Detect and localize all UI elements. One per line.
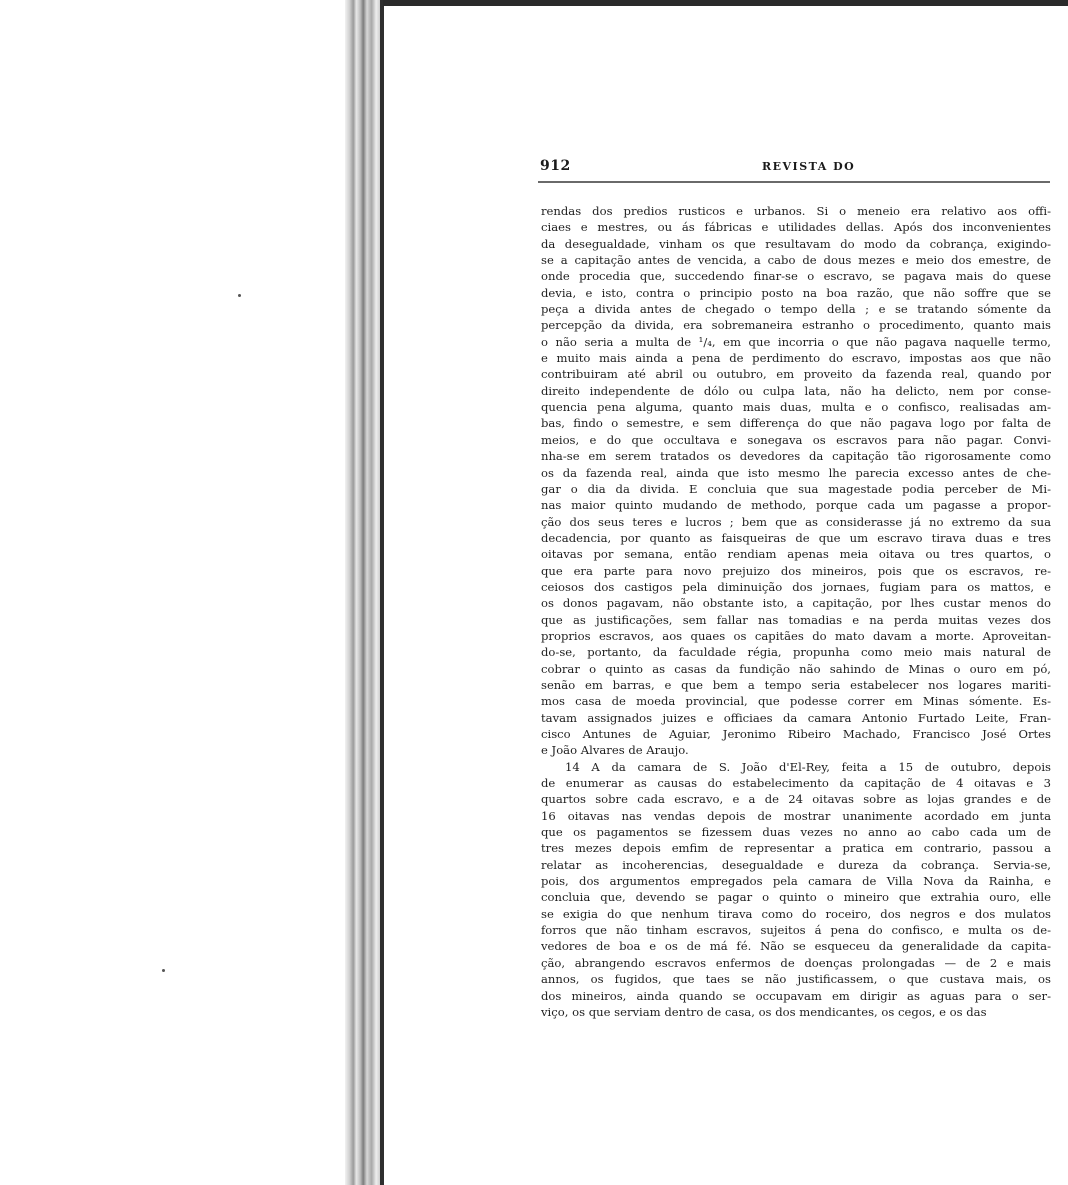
text-line: ção dos seus teres e lucros ; bem que as considerasse já no extremo da sua xyxy=(541,514,1051,529)
text-line: peça a divida antes de chegado o tempo della ; e se tratando sómente da xyxy=(541,302,1051,317)
text-line: proprios escravos, aos quaes os capitães do mato davam a morte. Aproveitan- xyxy=(541,628,1051,643)
text-line: nha-se em serem tratados os devedores da capitação tão rigorosamente como xyxy=(541,449,1051,464)
text-line: que era parte para novo prejuizo dos mineiros, pois que os escravos, re- xyxy=(541,563,1051,578)
page-number: 912 xyxy=(540,158,571,174)
text-line: cisco Antunes de Aguiar, Jeronimo Ribeiro Machado, Francisco José Ortes xyxy=(541,727,1051,741)
text-line: relatar as incoherencias, desegualdade e dureza da cobrança. Servia-se, xyxy=(541,857,1051,872)
text-line: 14 A da camara de S. João d'El-Rey, feita a 15 de outubro, depois xyxy=(565,759,1051,774)
text-line: os donos pagavam, não obstante isto, a capitação, por lhes custar menos do xyxy=(541,596,1051,611)
text-line: concluia que, devendo se pagar o quinto o mineiro que extrahia ouro, elle xyxy=(541,890,1051,905)
scan-speck xyxy=(162,969,165,972)
text-line: ção, abrangendo escravos enfermos de doenças prolongadas — de 2 e mais xyxy=(541,955,1051,970)
text-line: se a capitação antes de vencida, a cabo de dous mezes e meio dos emestre, de xyxy=(541,253,1051,268)
text-line: 16 oitavas nas vendas depois de mostrar unanimente acordado em junta xyxy=(541,808,1051,823)
text-line: quencia pena alguma, quanto mais duas, multa e o confisco, realisadas am- xyxy=(541,400,1051,415)
header-rule xyxy=(538,181,1050,183)
text-line: bas, findo o semestre, e sem differença do que não pagava logo por falta de xyxy=(541,416,1051,431)
scan-speck xyxy=(238,294,241,297)
text-line: dos mineiros, ainda quando se occupavam em dirigir as aguas para o ser- xyxy=(541,988,1051,1003)
running-head: REVISTA DO xyxy=(762,160,856,173)
text-line: o não seria a multa de ¹/₄, em que incorria o que não pagava naquelle termo, xyxy=(541,334,1051,349)
text-line: cobrar o quinto as casas da fundição não sahindo de Minas o ouro em pó, xyxy=(541,661,1051,676)
text-line: nas maior quinto mudando de methodo, porque cada um pagasse a propor- xyxy=(541,498,1051,513)
text-line: percepção da divida, era sobremaneira estranho o procedimento, quanto mais xyxy=(541,318,1051,333)
book-gutter xyxy=(345,0,383,1185)
text-line: onde procedia que, succedendo finar-se o escravo, se pagava mais do quese xyxy=(541,269,1051,284)
text-line: forros que não tinham escravos, sujeitos á pena do confisco, e multa os de- xyxy=(541,923,1051,938)
text-line: vedores de boa e os de má fé. Não se esqueceu da generalidade da capita- xyxy=(541,939,1051,954)
text-line: rendas dos predios rusticos e urbanos. Si o meneio era relativo aos offi- xyxy=(541,204,1051,218)
paragraph xyxy=(541,203,1051,759)
body-text xyxy=(541,203,1051,1020)
text-line: e muito mais ainda a pena de perdimento do escravo, impostas aos que não xyxy=(541,351,1051,366)
text-line: decadencia, por quanto as faisqueiras de que um escravo tirava duas e tres xyxy=(541,530,1051,545)
text-line: do-se, portanto, da faculdade régia, propunha como meio mais natural de xyxy=(541,645,1051,660)
text-line: se exigia do que nenhum tirava como do roceiro, dos negros e dos mulatos xyxy=(541,906,1051,921)
text-line: contribuiram até abril ou outubro, em proveito da fazenda real, quando por xyxy=(541,367,1051,382)
text-line: direito independente de dólo ou culpa lata, não ha delicto, nem por conse- xyxy=(541,383,1051,398)
text-line: oitavas por semana, então rendiam apenas meia oitava ou tres quartos, o xyxy=(541,547,1051,562)
text-line: ceiosos dos castigos pela diminuição dos jornaes, fugiam para os mattos, e xyxy=(541,579,1051,594)
text-line: annos, os fugidos, que taes se não justificassem, o que custava mais, os xyxy=(541,972,1051,987)
text-line: os da fazenda real, ainda que isto mesmo lhe parecia excesso antes de che- xyxy=(541,465,1051,480)
text-line: mos casa de moeda provincial, que podesse correr em Minas sómente. Es- xyxy=(541,694,1051,709)
paragraph xyxy=(541,759,1051,1021)
text-line: que os pagamentos se fizessem duas vezes no anno ao cabo cada um de xyxy=(541,825,1051,840)
text-line: gar o dia da divida. E concluia que sua magestade podia perceber de Mi- xyxy=(541,481,1051,496)
text-line: ciaes e mestres, ou ás fábricas e utilidades dellas. Após dos inconvenientes xyxy=(541,220,1051,235)
text-line: viço, os que serviam dentro de casa, os dos mendicantes, os cegos, e os das xyxy=(541,1004,987,1019)
text-line: quartos sobre cada escravo, e a de 24 oitavas sobre as lojas grandes e de xyxy=(541,792,1051,807)
text-line: devia, e isto, contra o principio posto na boa razão, que não soffre que se xyxy=(541,285,1051,300)
text-line: e João Alvares de Araujo. xyxy=(541,743,689,758)
text-line: tres mezes depois emfim de representar a pratica em contrario, passou a xyxy=(541,841,1051,856)
text-line: meios, e do que occultava e sonegava os escravos para não pagar. Convi- xyxy=(541,432,1051,447)
text-line: que as justificações, sem fallar nas tomadias e na perda muitas vezes dos xyxy=(541,612,1051,627)
page-header xyxy=(540,158,1050,180)
text-line: senão em barras, e que bem a tempo seria estabelecer nos logares mariti- xyxy=(541,677,1051,692)
text-line: pois, dos argumentos empregados pela camara de Villa Nova da Rainha, e xyxy=(541,874,1051,889)
text-line: tavam assignados juizes e officiaes da camara Antonio Furtado Leite, Fran- xyxy=(541,710,1051,725)
left-page-margin xyxy=(0,0,345,1185)
text-line: de enumerar as causas do estabelecimento da capitação de 4 oitavas e 3 xyxy=(541,776,1051,791)
text-line: da desegualdade, vinham os que resultavam do modo da cobrança, exigindo- xyxy=(541,236,1051,251)
